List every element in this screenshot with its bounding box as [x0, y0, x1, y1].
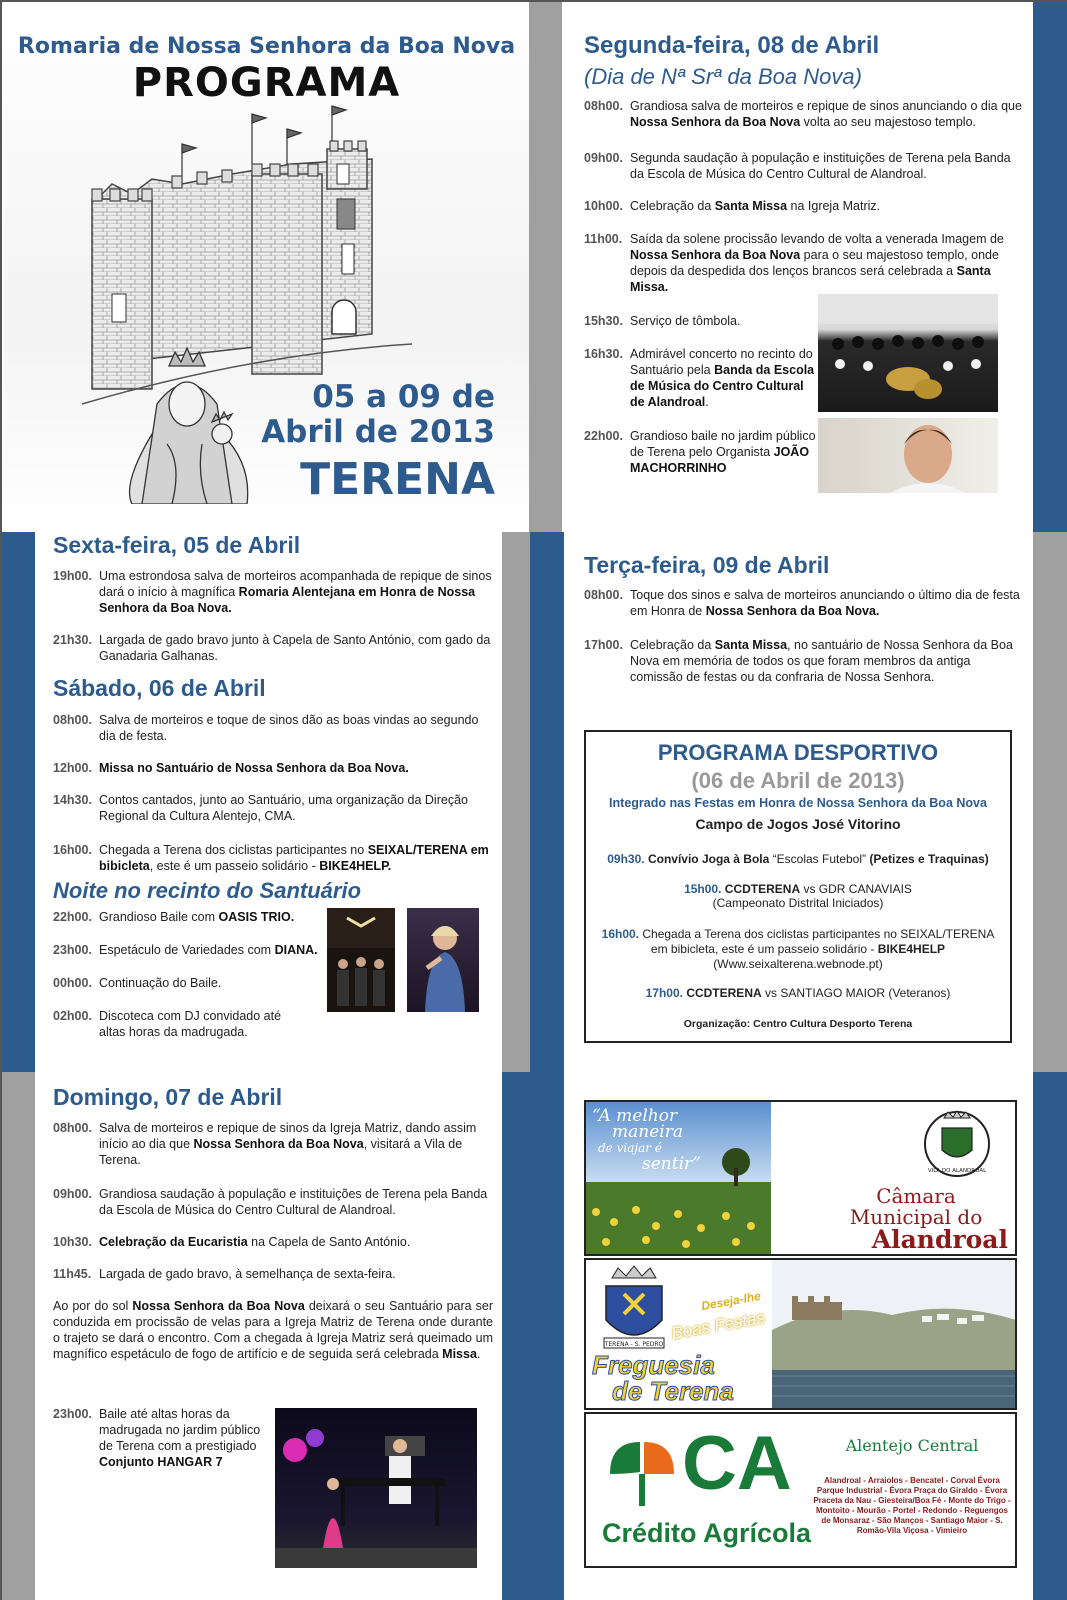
sunday-panel [35, 1072, 502, 1600]
event-text: Largada de gado bravo, à semelhança de sexta-feira. [99, 1267, 396, 1281]
saturday-event-1600 [53, 842, 493, 874]
sports-team: CCDTERENA [686, 986, 762, 1000]
event-text: Grandiosa saudação à população e instituições de Terena pela Banda da Escola de Música do Centro Cultural de Alandroal. [99, 1187, 488, 1217]
place-name: TERENA [300, 454, 495, 505]
event-time: 08h00. [53, 1121, 92, 1135]
credito-agricola-banner [584, 1412, 1017, 1568]
event-highlight: Santa Missa [714, 199, 788, 213]
sports-event-text: Chegada a Terena dos ciclistas participantes no SEIXAL/TERENA [642, 927, 995, 941]
ca-name: Crédito Agrícola [602, 1518, 812, 1548]
event-time: 09h00. [584, 151, 623, 165]
paragraph-text: deixará o seu Santuário para ser conduzida em procissão de velas para a Igreja Matriz de Terena onde durante o trajeto se dará o encontro. Com a chegada à Igreja Matriz será queimado um magnífico espetáculo de fogo de artifício e de seguida será celebrada [53, 1299, 493, 1361]
freguesia-wish-2: Boas Festas [669, 1307, 767, 1344]
camara-slogan [592, 1108, 701, 1172]
ca-letters: CA [682, 1421, 792, 1506]
event-text: para o seu majestoso templo, onde depois da despedida dos lenços brancos será celebrada a [630, 248, 999, 278]
event-time: 12h00. [53, 761, 92, 775]
event-highlight: Celebração da Eucaristia [99, 1235, 248, 1249]
freguesia-terena-banner [584, 1258, 1017, 1410]
sunday-paragraph [53, 1298, 493, 1362]
alandroal-seal [922, 1106, 992, 1184]
saturday-event-0800 [53, 712, 493, 744]
event-text: Grandiosa salva de morteiros e repique de sinos anunciando o dia que [630, 99, 1022, 113]
monday-panel [562, 4, 1033, 532]
diana-photo [407, 908, 479, 1012]
event-text: Admirável concerto no recinto do Santuário pela [630, 347, 813, 377]
sports-organization: Organização: Centro Cultura Desporto Terena [683, 1018, 913, 1030]
paragraph-text: Ao por do sol [53, 1299, 133, 1313]
sports-integrated: Integrado nas Festas em Honra de Nossa Senhora da Boa Nova [609, 796, 987, 810]
monday-event-1630 [584, 346, 816, 410]
sports-event-text: vs SANTIAGO MAIOR (Veteranos) [761, 986, 951, 1000]
night-title: Noite no recinto do Santuário [53, 878, 362, 903]
event-text: Espetáculo de Variedades com [99, 943, 275, 957]
terena-village-photo [772, 1260, 1016, 1408]
sports-event-text: em bibicleta, este é um passeio solidário - [650, 942, 878, 956]
event-text: Segunda saudação à população e instituições de Terena pela Banda da Escola de Música do Centro Cultural de Alandroal. [630, 151, 1011, 181]
event-time: 08h00. [584, 588, 623, 602]
terena-seal-label: TERENA - S. PEDRO [604, 1341, 664, 1348]
event-text: Celebração da [630, 199, 715, 213]
event-time: 21h30. [53, 633, 92, 647]
sports-venue: Campo de Jogos José Vitorino [695, 816, 901, 832]
sunday-event-1030 [53, 1234, 493, 1250]
event-text: . [705, 395, 709, 409]
sports-time: 16h00. [601, 927, 640, 941]
event-text: , este é um passeio solidário - [149, 859, 320, 873]
friday-title: Sexta-feira, 05 de Abril [53, 532, 301, 558]
event-text: Continuação do Baile. [99, 976, 222, 990]
sports-box [584, 730, 1012, 1043]
event-highlight: Nossa Senhora da Boa Nova [193, 1137, 364, 1151]
strip-blue-bottom [502, 1072, 564, 1600]
event-time: 11h45. [53, 1267, 92, 1281]
paragraph-highlight: Nossa Senhora da Boa Nova [132, 1299, 305, 1313]
sports-event-name: BIKE4HELP [877, 942, 946, 956]
sunday-event-1145 [53, 1266, 493, 1282]
ca-leaf-logo [606, 1438, 678, 1508]
sunday-title: Domingo, 07 de Abril [53, 1084, 283, 1110]
sports-event-name: (Petizes e Traquinas) [869, 852, 989, 866]
event-highlight: BIKE4HELP. [319, 859, 392, 873]
event-highlight: OASIS TRIO. [218, 910, 295, 924]
header-panel [4, 4, 529, 532]
event-text: Grandioso Baile com [99, 910, 219, 924]
band-photo-art [818, 294, 998, 412]
event-text: , visitará a Vila de Terena. [99, 1137, 463, 1167]
event-time: 09h00. [53, 1187, 92, 1201]
night-event-2300 [53, 942, 343, 958]
event-highlight: SEIXAL/TERENA em bibicleta [99, 843, 489, 873]
sports-event-1500 [586, 882, 1010, 910]
ca-region: Alentejo Central [845, 1436, 979, 1455]
night-event-0000 [53, 975, 343, 991]
band-photo [818, 294, 998, 412]
event-time: 10h30. [53, 1235, 92, 1249]
event-text: Salva de morteiros e repique de sinos da Igreja Matriz, dando assim início ao dia que [99, 1121, 477, 1151]
event-highlight: Conjunto HANGAR 7 [99, 1455, 223, 1469]
event-text: na Igreja Matriz. [787, 199, 881, 213]
sports-event-note: (Campeonato Distrital Iniciados) [712, 896, 884, 910]
slogan-line: de viajar é [598, 1141, 662, 1155]
event-text: Largada de gado bravo junto à Capela de Santo António, com gado da Ganadaria Galhanas. [99, 633, 491, 663]
event-text: Contos cantados, junto ao Santuário, uma organização da Direção Regional da Cultura Alentejo, CMA. [99, 793, 468, 823]
event-text: Toque dos sinos e salva de morteiros anunciando o último dia de festa em Honra de [630, 588, 1020, 618]
event-time: 11h00. [584, 232, 623, 246]
organist-photo [818, 418, 998, 493]
monday-event-1530 [584, 313, 804, 329]
event-time: 23h00. [53, 1407, 92, 1421]
event-time: 08h00. [53, 713, 92, 727]
sunday-event-2300 [53, 1406, 268, 1470]
monday-title: Segunda-feira, 08 de Abril [584, 32, 880, 59]
sports-event-text: vs GDR CANAVIAIS [800, 882, 912, 896]
event-time: 10h00. [584, 199, 623, 213]
sports-title: PROGRAMA DESPORTIVO [657, 740, 939, 765]
event-text: Grandioso baile no jardim público de Terena pelo Organista [630, 429, 816, 459]
friday-event-1900 [53, 568, 493, 616]
sports-event-name: Convívio Joga à Bola [647, 852, 770, 866]
sports-time: 17h00. [645, 986, 683, 1000]
event-text: Uma estrondosa salva de morteiros acompanhada de repique de sinos dará o início à magnífica [99, 569, 492, 599]
hangar7-photo-art [275, 1408, 477, 1568]
sports-event-url: (Www.seixalterena.webnode.pt) [713, 957, 883, 971]
event-time: 16h30. [584, 347, 623, 361]
strip-blue-mid-left [2, 532, 35, 1072]
event-highlight: JOÃO MACHORRINHO [630, 445, 810, 475]
dates-line-2: Abril de 2013 [261, 414, 495, 450]
event-highlight: DIANA. [274, 943, 318, 957]
event-text: Celebração da [630, 638, 715, 652]
camara-municipal-banner [584, 1100, 1017, 1256]
page-title: PROGRAMA [132, 60, 401, 106]
strip-blue-top-right [1033, 2, 1067, 532]
event-text: , no santuário de Nossa Senhora da Boa Nova em memória de todos os que foram membros da antiga comissão de festas ou da confraria de Nossa Senhora. [630, 638, 1013, 684]
strip-blue-bottom-right [1033, 1072, 1067, 1600]
oasis-trio-photo-art [327, 908, 395, 1012]
monday-event-2200 [584, 428, 816, 476]
slogan-line: sentir” [642, 1154, 701, 1174]
strip-grey-mid-right [1033, 532, 1067, 1072]
event-highlight: Romaria Alentejana em Honra de Nossa Senhora da Boa Nova. [99, 585, 476, 615]
freguesia-line-1: Freguesia [592, 1350, 715, 1380]
event-time: 22h00. [53, 910, 92, 924]
event-time: 19h00. [53, 569, 92, 583]
event-highlight: Nossa Senhora da Boa Nova [630, 115, 801, 129]
event-time: 14h30. [53, 793, 92, 807]
saturday-title: Sábado, 06 de Abril [53, 675, 266, 701]
sports-team: CCDTERENA [724, 882, 801, 896]
organist-photo-art [818, 418, 998, 493]
event-highlight: Nossa Senhora da Boa Nova. [705, 604, 880, 618]
camara-line-3: Alandroal [871, 1225, 1008, 1254]
sunday-event-0800 [53, 1120, 493, 1168]
sports-time: 15h00. [684, 882, 722, 896]
monday-event-1000 [584, 198, 1024, 214]
monday-event-0800 [584, 98, 1024, 130]
strip-blue-mid [530, 532, 564, 1072]
tuesday-event-1700 [584, 637, 1024, 685]
terena-seal [594, 1264, 674, 1354]
sports-event-text: “Escolas Futebol” [769, 852, 870, 866]
tuesday-sports-panel [564, 532, 1033, 1072]
freguesia-line-2: de Terena [612, 1376, 734, 1406]
event-time: 16h00. [53, 843, 92, 857]
camara-line-1: Câmara [876, 1184, 956, 1208]
camara-line-2: Municipal do [849, 1205, 983, 1229]
freguesia-wish-1: Deseja-lhe [700, 1288, 762, 1314]
ca-towns: Alandroal - Arraiolos - Bencatel - Corval Évora Parque Industrial - Évora Praça do Giraldo - Évora Praceta da Nau - Giesteira/Boa Fé - Monte do Trigo - Montoito - Mourão - Portel - Redondo - Reguengos de Monsaraz - São Manços - Santiago Maior - S. Romão-Vila Viçosa - Vimieiro [813, 1476, 1011, 1535]
monday-event-0900 [584, 150, 1024, 182]
alandroal-seal-label: VILA DO ALANDROAL [927, 1168, 987, 1174]
night-event-0200 [53, 1008, 293, 1040]
slogan-line: maneira [612, 1122, 683, 1142]
event-time: 22h00. [584, 429, 623, 443]
monday-event-1100 [584, 231, 1024, 295]
hangar7-photo [275, 1408, 477, 1568]
event-highlight: Nossa Senhora da Boa Nova [630, 248, 801, 262]
strip-grey-top-left [529, 2, 562, 532]
event-text: Discoteca com DJ convidado até altas horas da madrugada. [99, 1009, 282, 1039]
friday-event-2130 [53, 632, 493, 664]
saturday-event-1430 [53, 792, 493, 824]
sports-event-0930 [586, 852, 1010, 866]
event-time: 02h00. [53, 1009, 92, 1023]
paragraph-highlight: Missa [442, 1347, 477, 1361]
sports-event-1600 [586, 927, 1010, 972]
event-time: 23h00. [53, 943, 92, 957]
tuesday-event-0800 [584, 587, 1024, 619]
strip-grey-bottom-left [2, 1072, 35, 1600]
event-highlight: Banda da Escola de Música do Centro Cultural de Alandroal [630, 363, 815, 409]
event-text: Serviço de tômbola. [630, 314, 741, 328]
oasis-trio-photo [327, 908, 395, 1012]
event-text: Baile até altas horas da madrugada no jardim público de Terena com a prestigiado [99, 1407, 261, 1453]
sunday-event-0900 [53, 1186, 493, 1218]
friday-saturday-panel [35, 532, 502, 1072]
event-text: Saída da solene procissão levando de volta a venerada Imagem de [630, 232, 1004, 246]
event-text: Salva de morteiros e toque de sinos dão as boas vindas ao segundo dia de festa. [99, 713, 479, 743]
slogan-line: “A melhor [592, 1106, 678, 1126]
sports-time: 09h30. [607, 852, 645, 866]
event-highlight: Santa Missa. [630, 264, 991, 294]
diana-photo-art [407, 908, 479, 1012]
night-event-2200 [53, 909, 343, 925]
event-time: 00h00. [53, 976, 92, 990]
event-text: Chegada a Terena dos ciclistas participantes no [99, 843, 368, 857]
event-time: 17h00. [584, 638, 623, 652]
monday-subtitle: (Dia de Nª Srª da Boa Nova) [584, 64, 862, 89]
event-text: na Capela de Santo António. [247, 1235, 411, 1249]
event-time: 15h30. [584, 314, 623, 328]
tuesday-title: Terça-feira, 09 de Abril [584, 552, 830, 578]
sports-event-1700 [586, 986, 1010, 1000]
saturday-event-1200 [53, 760, 493, 776]
event-time: 08h00. [584, 99, 623, 113]
paragraph-text: . [476, 1347, 481, 1361]
festival-subtitle: Romaria de Nossa Senhora da Boa Nova [17, 34, 516, 59]
event-highlight: Missa no Santuário de Nossa Senhora da Boa Nova. [99, 761, 409, 775]
event-text: volta ao seu majestoso templo. [800, 115, 976, 129]
dates-line-1: 05 a 09 de [312, 379, 495, 415]
event-highlight: Santa Missa [714, 638, 788, 652]
sports-date: (06 de Abril de 2013) [691, 768, 905, 793]
